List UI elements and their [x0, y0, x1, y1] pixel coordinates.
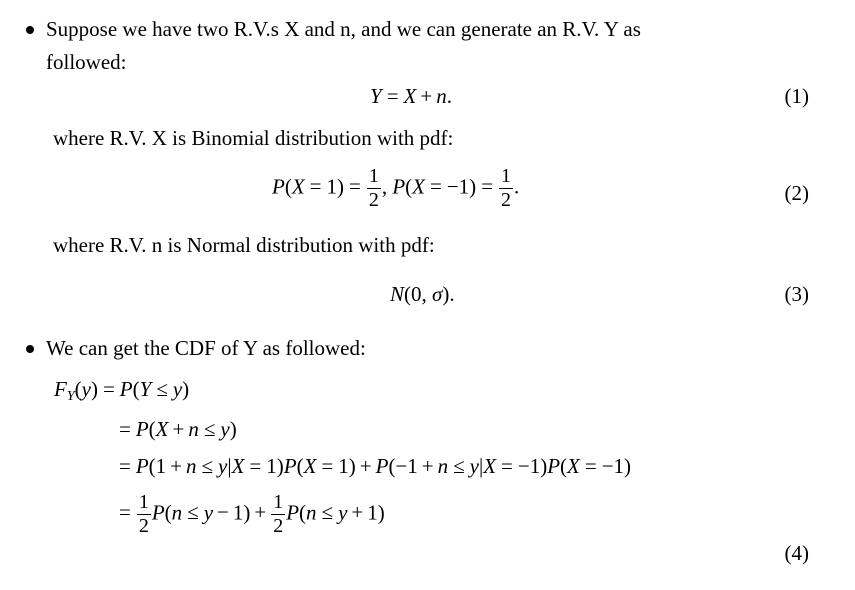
equation-number-3: (3) — [784, 282, 809, 306]
equation-4-line-4: = $\frac{1}{2}$ P(n ≤ y − 1) + $\frac{1}{2}$ P(n ≤ y + 1) — [119, 491, 385, 537]
equation-1: Y = X + n. — [370, 84, 452, 108]
normal-description: where R.V. n is Normal distribution with pdf: — [53, 233, 435, 257]
equation-2: P(X = 1) = $\frac{1}{2}$ , P(X = −1) = $\frac{1}{2}$ . — [272, 165, 520, 211]
bullet-point — [26, 345, 34, 353]
equation-number-4: (4) — [784, 541, 809, 565]
bullet-point — [26, 26, 34, 34]
intro-line-2: followed: — [46, 50, 127, 74]
binomial-description: where R.V. X is Binomial distribution with pdf: — [53, 126, 454, 150]
equation-number-2: (2) — [784, 181, 809, 205]
equation-number-1: (1) — [784, 84, 809, 108]
cdf-intro: We can get the CDF of Y as followed: — [46, 336, 366, 360]
equation-3: N(0, σ). — [390, 282, 455, 306]
equation-4-line-2: = P(X + n ≤ y) — [119, 417, 237, 441]
equation-4-line-1: $F_Y(y) = P(Y \le y)$ — [54, 377, 190, 404]
equation-4-line-3: = P(1 + n ≤ y|X = 1)P(X = 1) + P(−1 + n ≤ y|X = −1)P(X = −1) — [119, 454, 632, 478]
intro-line-1: Suppose we have two R.V.s X and n, and we can generate an R.V. Y as — [46, 17, 641, 41]
